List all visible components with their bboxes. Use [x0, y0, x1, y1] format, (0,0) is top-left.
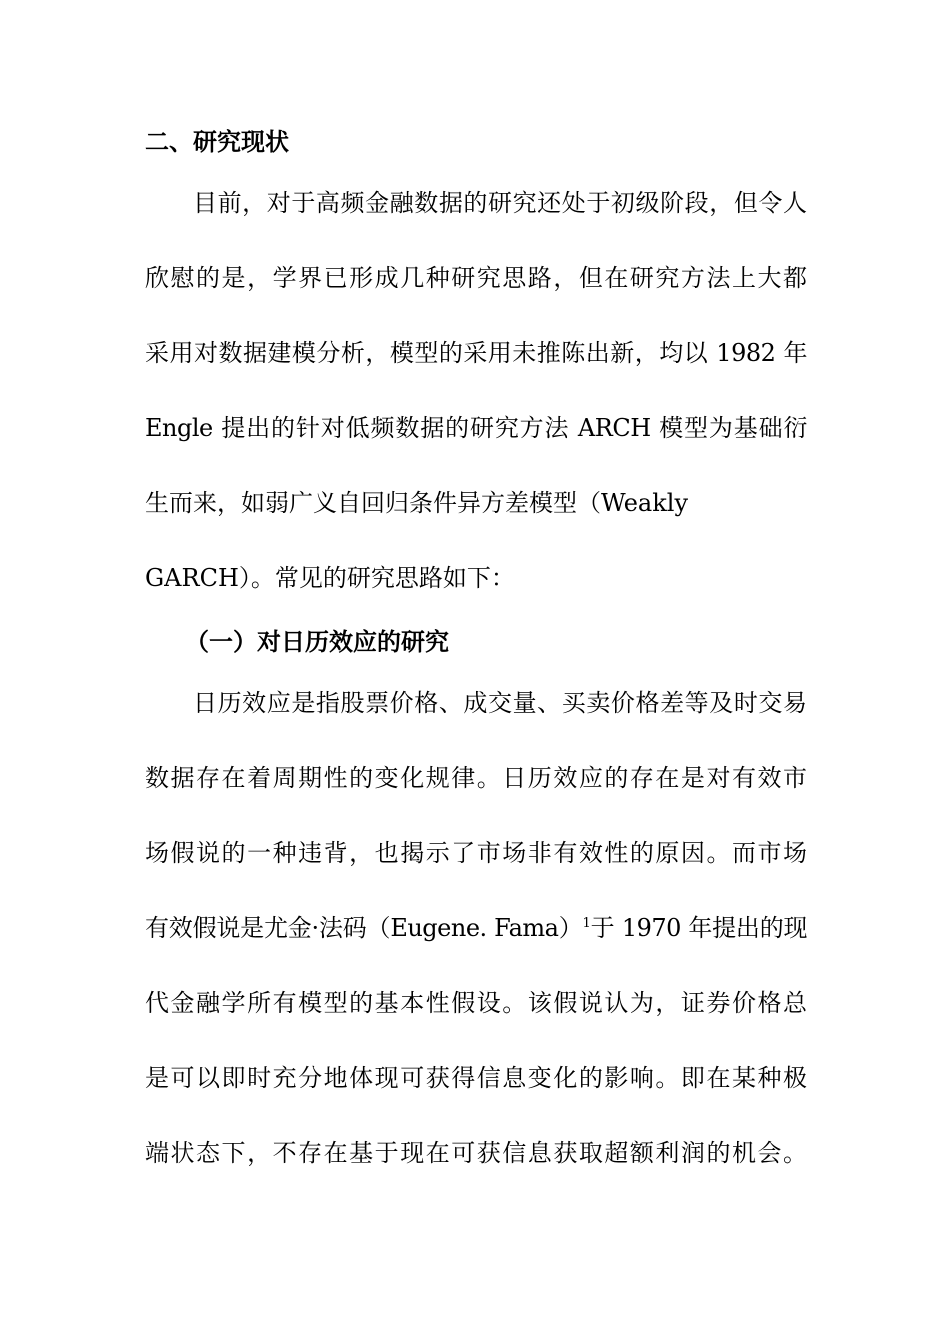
section-heading: 二、研究现状 — [145, 127, 289, 156]
paragraph-line: 代金融学所有模型的基本性假设。该假说认为，证券价格总 — [145, 989, 807, 1017]
paragraph-line-with-footnote — [145, 891, 807, 966]
document-content — [145, 118, 807, 1191]
paragraph-line: 采用对数据建模分析，模型的采用未推陈出新，均以 1982 年 — [145, 339, 807, 367]
fama-text-after: 于 1970 年提出的现 — [590, 914, 807, 942]
paragraph-line: 目前，对于高频金融数据的研究还处于初级阶段，但令人 — [193, 189, 807, 217]
body-paragraph — [145, 666, 807, 1191]
intro-paragraph — [145, 166, 807, 616]
footnote-marker: 1 — [582, 916, 591, 931]
paragraph-line: Engle 提出的针对低频数据的研究方法 ARCH 模型为基础衍 — [145, 414, 807, 442]
paragraph-line: 场假说的一种违背，也揭示了市场非有效性的原因。而市场 — [145, 839, 807, 867]
paragraph-line: 数据存在着周期性的变化规律。日历效应的存在是对有效市 — [145, 764, 807, 792]
subsection-heading: （一）对日历效应的研究 — [185, 627, 449, 656]
paragraph-line: 端状态下，不存在基于现在可获信息获取超额利润的机会。 — [145, 1139, 807, 1167]
paragraph-line: 日历效应是指股票价格、成交量、买卖价格差等及时交易 — [193, 689, 807, 717]
paragraph-line: GARCH）。常见的研究思路如下： — [145, 564, 515, 592]
fama-text-before: 有效假说是尤金·法码（Eugene. Fama） — [145, 914, 583, 942]
paragraph-line: 欣慰的是，学界已形成几种研究思路，但在研究方法上大都 — [145, 264, 807, 292]
paragraph-line: 是可以即时充分地体现可获得信息变化的影响。即在某种极 — [145, 1064, 807, 1092]
paragraph-line: 生而来，如弱广义自回归条件异方差模型（Weakly — [145, 489, 688, 517]
